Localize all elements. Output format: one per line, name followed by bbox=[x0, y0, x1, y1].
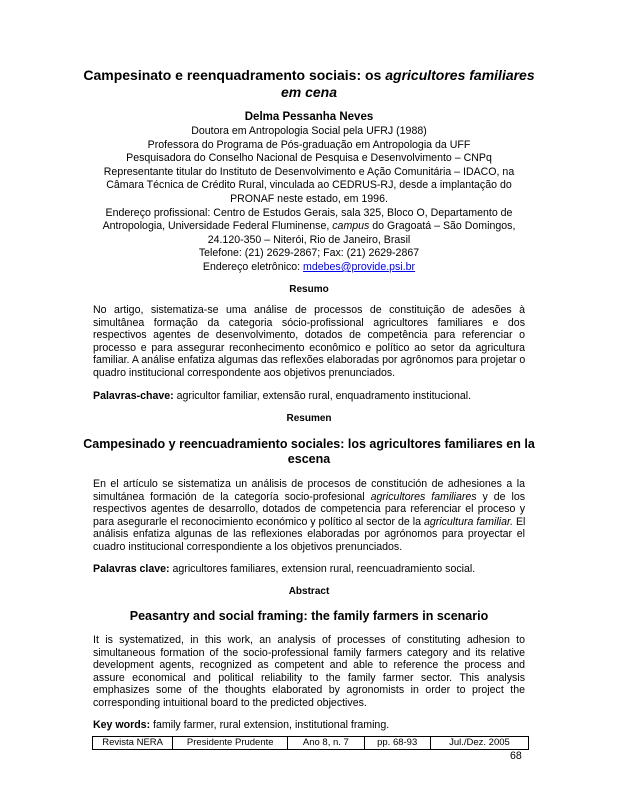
resumo-line: No artigo, sistematiza-se uma análise de processos de constituição de adesões à bbox=[93, 304, 525, 316]
abstract-subtitle: Peasantry and social framing: the family farmers in scenario bbox=[129, 609, 489, 623]
affiliation-line: Endereço profissional: Centro de Estudos Gerais, sala 325, Bloco O, Departamento de bbox=[105, 206, 513, 219]
abstract-line: simultaneous formation of the socio-professional family farmers category and its relative bbox=[93, 646, 525, 659]
footer-city: Presidente Prudente bbox=[173, 737, 288, 749]
resumo-keywords bbox=[93, 390, 533, 402]
phone-line: Telefone: (21) 2629-2867; Fax: (21) 2629-2867 bbox=[198, 247, 420, 260]
resumo-text bbox=[93, 304, 525, 380]
author-affiliation bbox=[70, 125, 548, 275]
resumen-text bbox=[93, 478, 525, 554]
title-plain: Campesinato e reenquadramento sociais: os bbox=[83, 67, 386, 83]
campus-italic: campus bbox=[332, 220, 370, 233]
resumen-keywords bbox=[93, 563, 533, 575]
resumen-line: para asegurarle el reconocimiento económico y político al sector de la agricultura familiar. El bbox=[93, 515, 526, 528]
abstract-keywords bbox=[93, 719, 533, 731]
affiliation-line: PRONAF neste estado, em 1996. bbox=[230, 192, 388, 205]
title-italic-2: em cena bbox=[280, 84, 338, 100]
affiliation-line: Representante titular do Instituto de Desenvolvimento e Ação Comunitária – IDACO, na bbox=[103, 165, 515, 178]
resumo-line: simultânea formação da categoria sócio-profissional agricultores familiares e dos bbox=[93, 316, 525, 329]
author-name: Delma Pessanha Neves bbox=[244, 111, 374, 123]
address-line-3: 24.120-350 – Niterói, Rio de Janeiro, Brasil bbox=[207, 233, 411, 246]
page-number: 68 bbox=[510, 750, 522, 762]
affiliation-line: Pesquisadora do Conselho Nacional de Pesquisa e Desenvolvimento – CNPq bbox=[126, 152, 492, 165]
footer-volume: Ano 8, n. 7 bbox=[288, 737, 364, 749]
abstract-line: It is systematized, in this work, an analysis of processes of constituting adhesion to bbox=[93, 634, 525, 646]
keywords-label: Palavras-chave: bbox=[93, 390, 174, 402]
affiliation-line: Câmara Técnica de Crédito Rural, vinculada ao CEDRUS-RJ, desde a implantação do bbox=[106, 179, 512, 192]
resumo-line: quadro institucional correspondente aos objetivos prenunciados. bbox=[93, 366, 396, 379]
email-label: Endereço eletrônico: bbox=[202, 260, 304, 273]
resumen-heading: Resumen bbox=[286, 413, 332, 424]
abstract-line: corresponding intuitional board to the predicted objectives. bbox=[93, 696, 367, 709]
keywords-value: agricultores familiares, extension rural, reencuadramiento social. bbox=[169, 563, 476, 575]
resumen-line: respectivos agentes de desarrollo, dotados de competencia para referenciar el proceso y bbox=[93, 503, 525, 516]
email-line bbox=[70, 261, 548, 275]
abstract-line: development agents, recognized as competent and able to reference the process and bbox=[93, 659, 525, 672]
footer-date: Jul./Dez. 2005 bbox=[449, 737, 510, 748]
address-line-2: Antropologia, Universidade Federal Fluminense, campus do Gragoatá – São Domingos, bbox=[102, 220, 516, 233]
footer-pages: pp. 68-93 bbox=[365, 737, 431, 749]
abstract-line: assure economical and political reliability to the family farmer sector. This analysis bbox=[93, 671, 525, 684]
abstract-line: emphasizes some of the thoughts elaborated by agronomists in order to project the bbox=[93, 684, 525, 697]
resumen-subtitle: Campesinado y reencuadramiento sociales: los agricultores familiares en la escena bbox=[83, 437, 535, 466]
paper-title bbox=[60, 67, 558, 101]
resumo-line: processo e para assegurar reconhecimento econômico e político ao setor da agricultura bbox=[93, 341, 525, 354]
footer-journal: Revista NERA bbox=[93, 737, 173, 749]
abstract-text bbox=[93, 634, 525, 710]
resumo-heading: Resumo bbox=[289, 284, 329, 295]
affiliation-line: Professora do Programa de Pós-graduação em Antropologia da UFF bbox=[147, 138, 471, 151]
resumen-italic: agricultura familiar. bbox=[423, 515, 514, 528]
resumen-line: simultánea formación de la categoría socio-profesional agricultores familiares y de los bbox=[93, 490, 526, 503]
keywords-value: family farmer, rural extension, institutional framing. bbox=[150, 719, 390, 731]
resumen-line: cuadro institucional correspondiente a los objetivos prenunciados. bbox=[93, 540, 403, 553]
email-link[interactable]: mdebes@provide.psi.br bbox=[303, 260, 416, 273]
citation-footer bbox=[92, 736, 529, 750]
resumen-line: En el artículo se sistematiza un análisis de procesos de constitución de adhesiones a la bbox=[93, 478, 525, 490]
resumen-line: análisis enfatiza algunas de las reflexiones elaboradas por agrónomos para proyectar el bbox=[93, 528, 525, 541]
keywords-label: Palavras clave: bbox=[93, 563, 170, 575]
keywords-label: Key words: bbox=[93, 719, 151, 731]
resumen-italic: agricultores familiares bbox=[370, 490, 477, 503]
keywords-value: agricultor familiar, extensão rural, enquadramento institucional. bbox=[173, 390, 472, 402]
resumo-line: respectivos agentes de desenvolvimento, dotados de competência para referenciar o bbox=[93, 329, 525, 342]
resumo-line: familiar. A análise enfatiza algumas das reflexões elaboradas por agrônomos para projetar o bbox=[93, 354, 526, 367]
affiliation-line: Doutora em Antropologia Social pela UFRJ (1988) bbox=[191, 125, 427, 137]
abstract-heading: Abstract bbox=[288, 586, 330, 597]
title-italic-1: agricultores familiares bbox=[385, 67, 535, 83]
